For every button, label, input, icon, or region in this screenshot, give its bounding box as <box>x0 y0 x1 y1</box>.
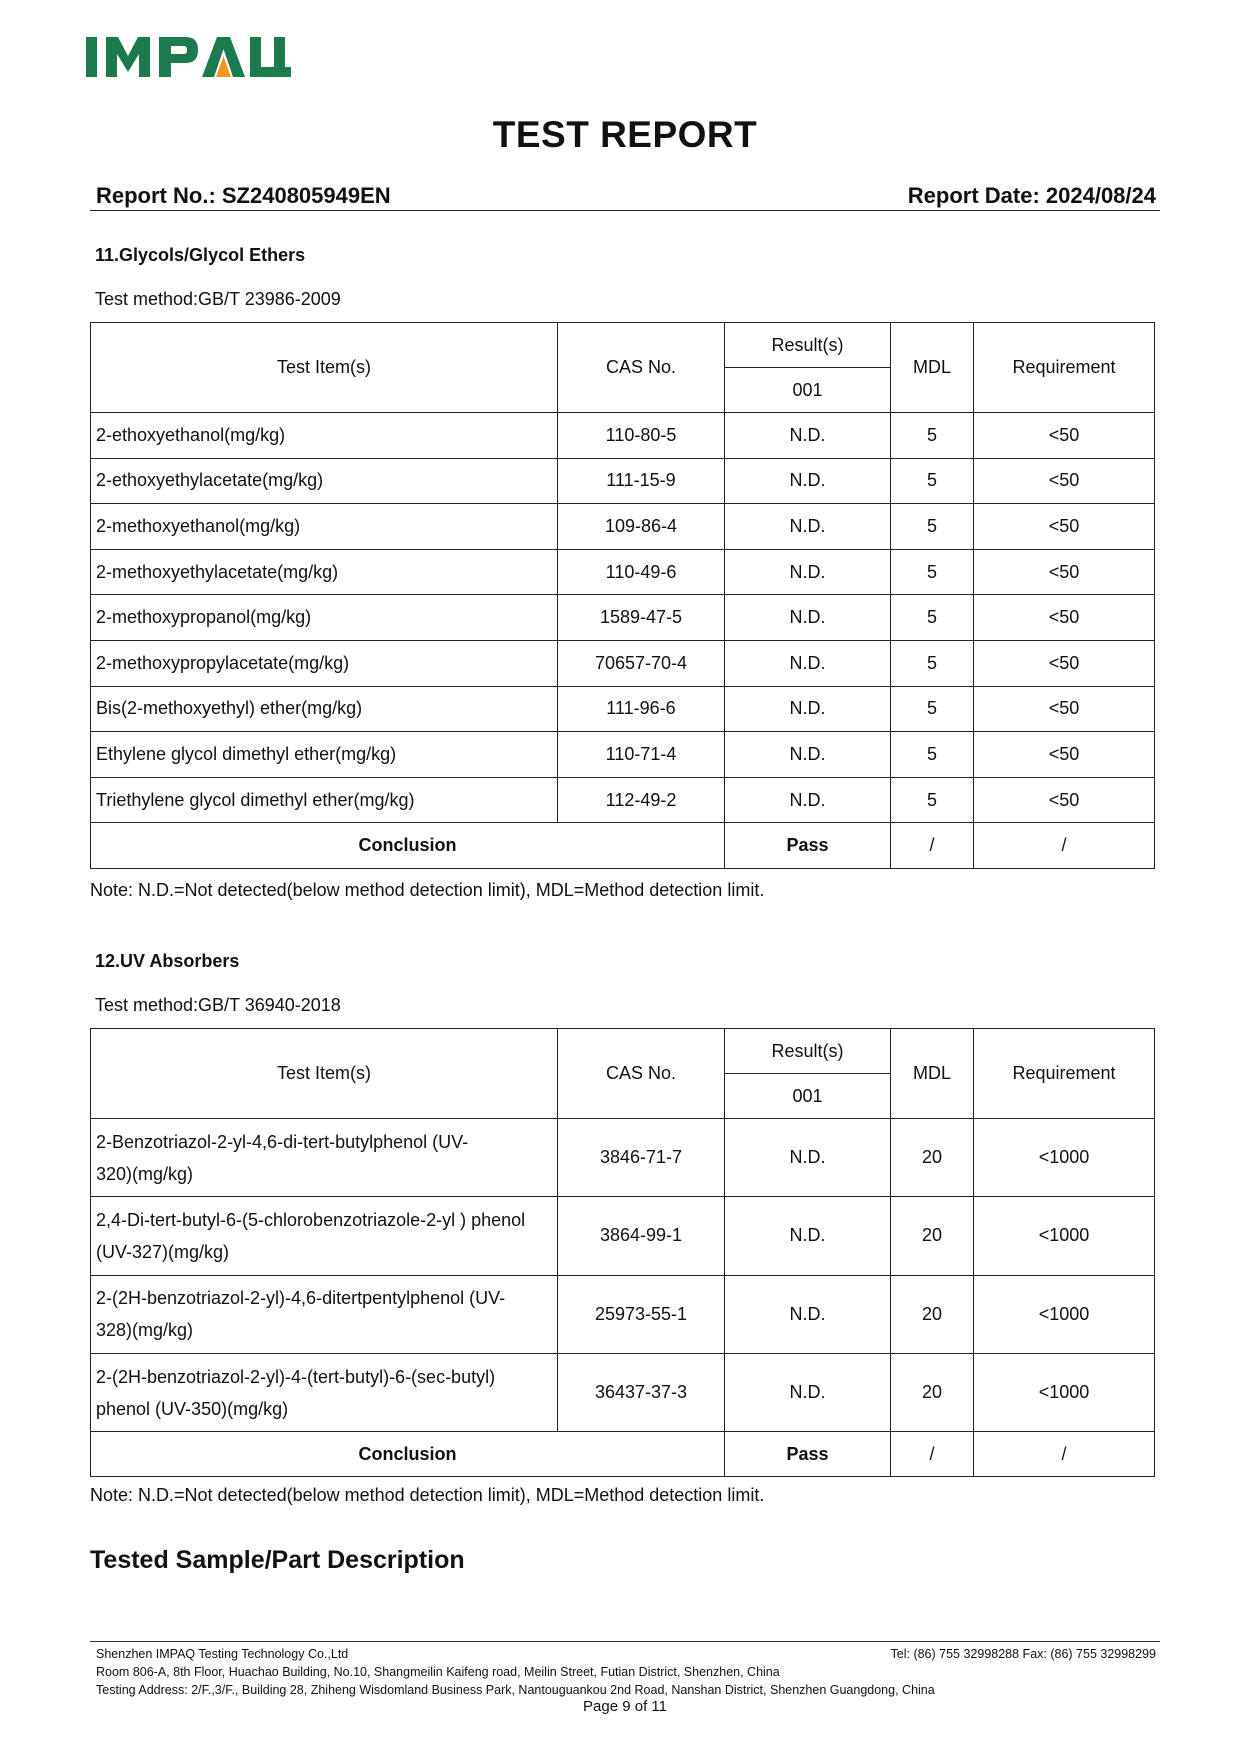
cas-no: 111-96-6 <box>558 686 725 732</box>
requirement: <50 <box>974 640 1155 686</box>
test-item-line1: 2-(2H-benzotriazol-2-yl)-4,6-ditertpentylphenol (UV- <box>96 1288 506 1309</box>
result: N.D. <box>725 640 891 686</box>
result: N.D. <box>725 686 891 732</box>
table-row <box>91 686 1155 732</box>
tested-sample-heading: Tested Sample/Part Description <box>90 1546 465 1574</box>
table-row <box>91 413 1155 459</box>
conclusion-requirement: / <box>974 1432 1155 1477</box>
report-date: Report Date: 2024/08/24 <box>907 183 1156 208</box>
conclusion-row <box>91 823 1155 869</box>
test-item-line1: 2-Benzotriazol-2-yl-4,6-di-tert-butylphenol (UV- <box>96 1131 469 1152</box>
header-results: Result(s) <box>725 323 891 368</box>
table-row <box>91 1353 1155 1431</box>
mdl: 5 <box>891 777 974 823</box>
conclusion-label: Conclusion <box>91 1432 725 1477</box>
header-test-item: Test Item(s) <box>91 323 558 413</box>
test-item <box>91 1275 558 1353</box>
footer-company: Shenzhen IMPAQ Testing Technology Co.,Ltd <box>96 1647 349 1661</box>
header-requirement: Requirement <box>974 1029 1155 1119</box>
section-12-note: Note: N.D.=Not detected(below method detection limit), MDL=Method detection limit. <box>90 1485 765 1505</box>
mdl: 5 <box>891 549 974 595</box>
test-item: 2-ethoxyethylacetate(mg/kg) <box>91 458 558 504</box>
cas-no: 70657-70-4 <box>558 640 725 686</box>
cas-no: 111-15-9 <box>558 458 725 504</box>
mdl: 20 <box>891 1119 974 1197</box>
header-mdl: MDL <box>891 323 974 413</box>
result: N.D. <box>725 504 891 550</box>
requirement: <50 <box>974 549 1155 595</box>
header-test-item: Test Item(s) <box>91 1029 558 1119</box>
header-mdl: MDL <box>891 1029 974 1119</box>
requirement: <50 <box>974 686 1155 732</box>
result: N.D. <box>725 413 891 459</box>
cas-no: 25973-55-1 <box>558 1275 725 1353</box>
header-sample-001: 001 <box>725 368 891 413</box>
footer <box>90 1641 1160 1699</box>
test-item: 2-methoxyethylacetate(mg/kg) <box>91 549 558 595</box>
header-cas-no: CAS No. <box>558 1029 725 1119</box>
table-row <box>91 1197 1155 1275</box>
footer-testing-address: Testing Address: 2/F.,3/F., Building 28, Zhiheng Wisdomland Business Park, Nantouguankou 2nd Road, Nanshan District, Shenzhen Guangdong, China <box>96 1683 935 1697</box>
cas-no: 1589-47-5 <box>558 595 725 641</box>
test-item: Bis(2-methoxyethyl) ether(mg/kg) <box>91 686 558 732</box>
table-row <box>91 777 1155 823</box>
header-sample-001: 001 <box>725 1074 891 1119</box>
result: N.D. <box>725 1275 891 1353</box>
section-12-title: 12.UV Absorbers <box>95 951 240 971</box>
conclusion-mdl: / <box>891 823 974 869</box>
conclusion-label: Conclusion <box>91 823 725 869</box>
test-item: 2-ethoxyethanol(mg/kg) <box>91 413 558 459</box>
table-row <box>91 732 1155 778</box>
cas-no: 110-71-4 <box>558 732 725 778</box>
report-meta <box>90 180 1160 211</box>
test-item: Ethylene glycol dimethyl ether(mg/kg) <box>91 732 558 778</box>
cas-no: 109-86-4 <box>558 504 725 550</box>
test-item-line2: phenol (UV-350)(mg/kg) <box>96 1398 289 1419</box>
test-item-line1: 2,4-Di-tert-butyl-6-(5-chlorobenzotriazole-2-yl ) phenol <box>96 1209 526 1230</box>
test-item <box>91 1197 558 1275</box>
footer-tel-fax: Tel: (86) 755 32998288 Fax: (86) 755 32998299 <box>890 1647 1156 1661</box>
requirement: <50 <box>974 458 1155 504</box>
mdl: 5 <box>891 732 974 778</box>
mdl: 20 <box>891 1353 974 1431</box>
conclusion-mdl: / <box>891 1432 974 1477</box>
section-11-method: Test method:GB/T 23986-2009 <box>95 289 341 309</box>
cas-no: 36437-37-3 <box>558 1353 725 1431</box>
test-item-line2: 320)(mg/kg) <box>96 1163 194 1184</box>
mdl: 5 <box>891 640 974 686</box>
result: N.D. <box>725 1353 891 1431</box>
result: N.D. <box>725 1197 891 1275</box>
table-row <box>91 1275 1155 1353</box>
test-item: 2-methoxyethanol(mg/kg) <box>91 504 558 550</box>
header-requirement: Requirement <box>974 323 1155 413</box>
test-item <box>91 1353 558 1431</box>
mdl: 5 <box>891 458 974 504</box>
section-12-method: Test method:GB/T 36940-2018 <box>95 995 341 1015</box>
test-item: Triethylene glycol dimethyl ether(mg/kg) <box>91 777 558 823</box>
test-item-line1: 2-(2H-benzotriazol-2-yl)-4-(tert-butyl)-6-(sec-butyl) <box>96 1366 496 1387</box>
table-row <box>91 595 1155 641</box>
mdl: 20 <box>891 1197 974 1275</box>
table-row <box>91 640 1155 686</box>
cas-no: 110-80-5 <box>558 413 725 459</box>
requirement: <1000 <box>974 1119 1155 1197</box>
cas-no: 110-49-6 <box>558 549 725 595</box>
footer-address: Room 806-A, 8th Floor, Huachao Building, No.10, Shangmeilin Kaifeng road, Meilin Street, Futian District, Shenzhen, China <box>96 1665 780 1679</box>
test-item <box>91 1119 558 1197</box>
requirement: <1000 <box>974 1275 1155 1353</box>
conclusion-requirement: / <box>974 823 1155 869</box>
requirement: <50 <box>974 504 1155 550</box>
uv-absorbers-table <box>90 1028 1155 1477</box>
conclusion-result: Pass <box>725 823 891 869</box>
result: N.D. <box>725 732 891 778</box>
mdl: 20 <box>891 1275 974 1353</box>
result: N.D. <box>725 458 891 504</box>
glycol-ethers-table <box>90 322 1155 869</box>
test-item: 2-methoxypropanol(mg/kg) <box>91 595 558 641</box>
page-number: Page 9 of 11 <box>583 1698 667 1715</box>
footer-company-line <box>90 1645 1160 1663</box>
result: N.D. <box>725 777 891 823</box>
mdl: 5 <box>891 595 974 641</box>
impaq-logo <box>86 34 306 80</box>
result: N.D. <box>725 1119 891 1197</box>
result: N.D. <box>725 595 891 641</box>
requirement: <50 <box>974 732 1155 778</box>
table-row <box>91 504 1155 550</box>
section-11-title: 11.Glycols/Glycol Ethers <box>95 245 306 265</box>
requirement: <1000 <box>974 1197 1155 1275</box>
requirement: <50 <box>974 777 1155 823</box>
result: N.D. <box>725 549 891 595</box>
test-item-line2: 328)(mg/kg) <box>96 1320 194 1341</box>
mdl: 5 <box>891 413 974 459</box>
cas-no: 3864-99-1 <box>558 1197 725 1275</box>
requirement: <1000 <box>974 1353 1155 1431</box>
mdl: 5 <box>891 686 974 732</box>
report-number: Report No.: SZ240805949EN <box>96 183 391 208</box>
table-row <box>91 458 1155 504</box>
conclusion-result: Pass <box>725 1432 891 1477</box>
report-title: TEST REPORT <box>492 114 758 155</box>
header-cas-no: CAS No. <box>558 323 725 413</box>
table-row <box>91 1119 1155 1197</box>
mdl: 5 <box>891 504 974 550</box>
conclusion-row <box>91 1432 1155 1477</box>
section-11-note: Note: N.D.=Not detected(below method detection limit), MDL=Method detection limit. <box>90 880 765 900</box>
test-item-line2: (UV-327)(mg/kg) <box>96 1241 230 1262</box>
requirement: <50 <box>974 413 1155 459</box>
test-item: 2-methoxypropylacetate(mg/kg) <box>91 640 558 686</box>
table-row <box>91 549 1155 595</box>
requirement: <50 <box>974 595 1155 641</box>
cas-no: 112-49-2 <box>558 777 725 823</box>
cas-no: 3846-71-7 <box>558 1119 725 1197</box>
header-results: Result(s) <box>725 1029 891 1074</box>
